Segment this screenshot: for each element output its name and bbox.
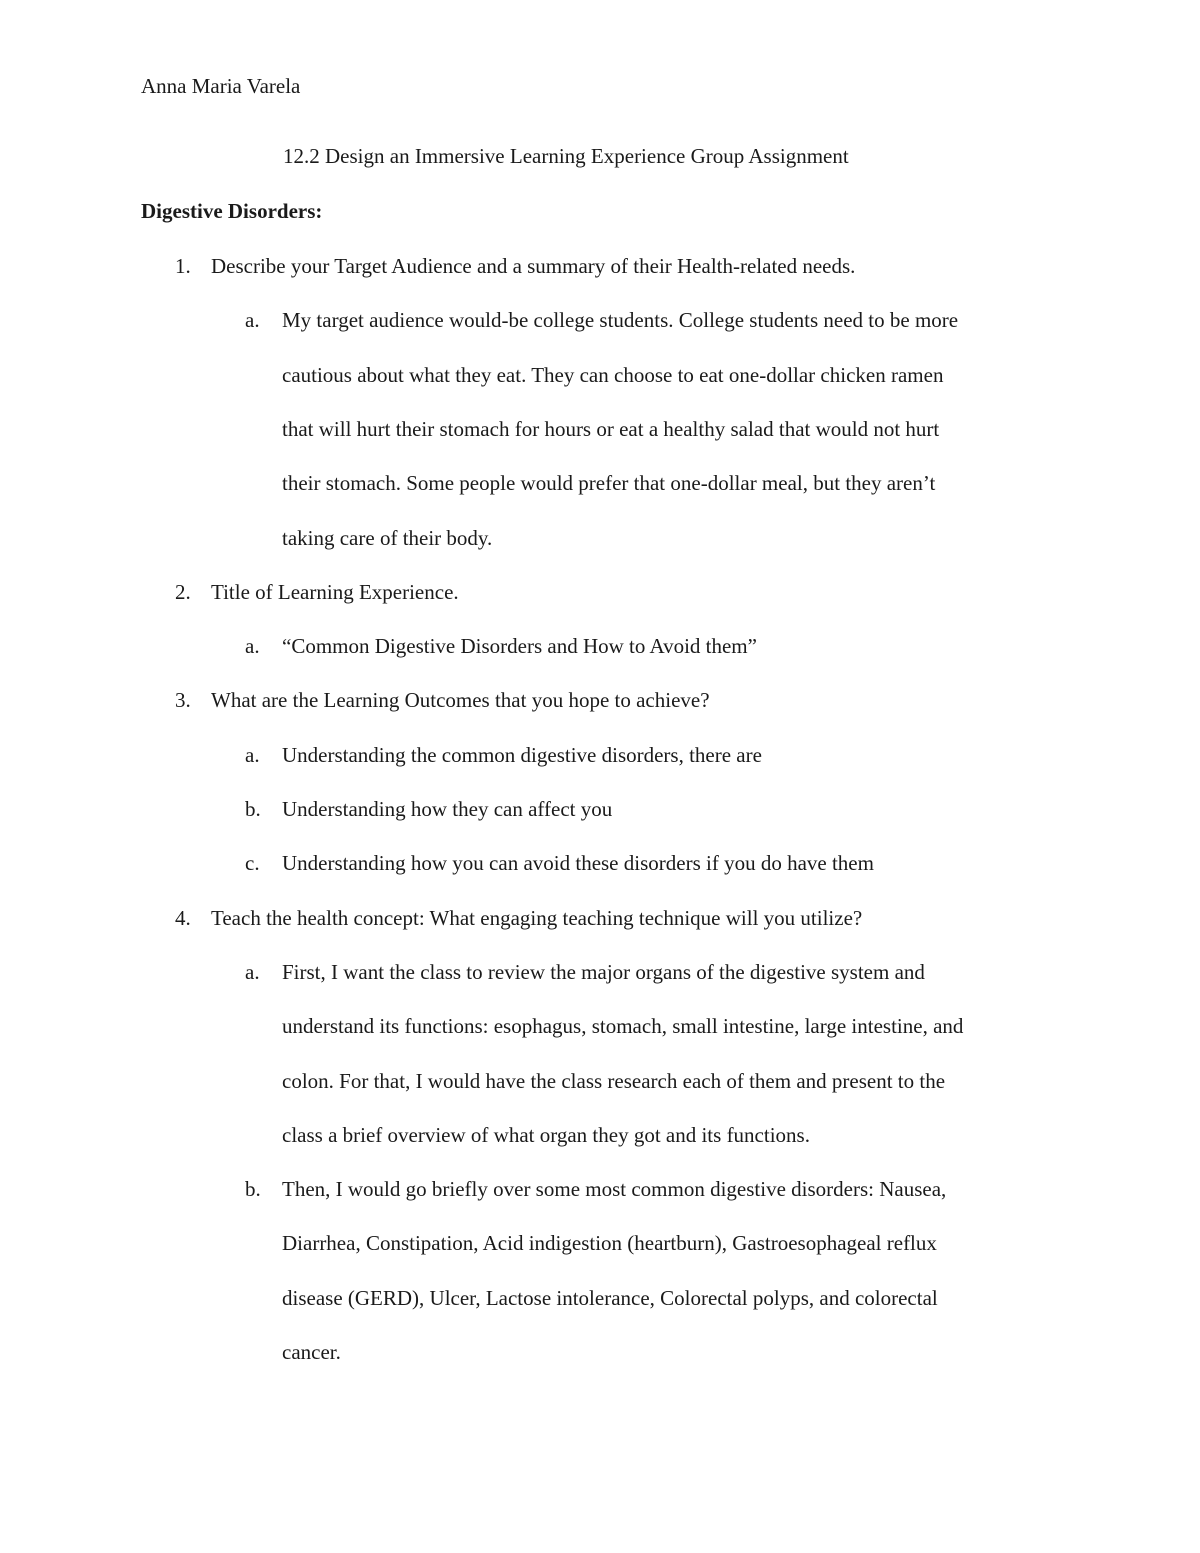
answer-letter: a.	[245, 308, 260, 332]
question-text: Title of Learning Experience.	[211, 580, 459, 604]
answer-line: understand its functions: esophagus, stomach, small intestine, large intestine, and	[282, 1014, 964, 1038]
answer-line: Understanding how they can affect you	[282, 797, 613, 821]
section-heading: Digestive Disorders:	[141, 199, 323, 223]
answer-line: class a brief overview of what organ they got and its functions.	[282, 1123, 810, 1147]
answer-line: cautious about what they eat. They can choose to eat one-dollar chicken ramen	[282, 363, 944, 387]
question-number: 1.	[175, 254, 191, 278]
question-number: 4.	[175, 906, 191, 930]
answer-letter: a.	[245, 743, 260, 767]
question-text: What are the Learning Outcomes that you hope to achieve?	[211, 688, 710, 712]
question-number: 2.	[175, 580, 191, 604]
answer-line: First, I want the class to review the major organs of the digestive system and	[282, 960, 925, 984]
answer-line: “Common Digestive Disorders and How to Avoid them”	[282, 634, 757, 658]
answer-letter: b.	[245, 797, 261, 821]
question-text: Describe your Target Audience and a summary of their Health-related needs.	[211, 254, 856, 278]
question-number: 3.	[175, 688, 191, 712]
answer-letter: a.	[245, 634, 260, 658]
answer-line: colon. For that, I would have the class research each of them and present to the	[282, 1069, 946, 1093]
question-text: Teach the health concept: What engaging teaching technique will you utilize?	[211, 906, 863, 930]
answer-line: Understanding the common digestive disorders, there are	[282, 743, 762, 767]
answer-line: Understanding how you can avoid these disorders if you do have them	[282, 851, 874, 875]
answer-line: that will hurt their stomach for hours or eat a healthy salad that would not hurt	[282, 417, 940, 441]
answer-letter: c.	[245, 851, 260, 875]
answer-line: disease (GERD), Ulcer, Lactose intolerance, Colorectal polyps, and colorectal	[282, 1286, 938, 1310]
author-name: Anna Maria Varela	[141, 74, 301, 98]
answer-line: cancer.	[282, 1340, 341, 1364]
answer-letter: b.	[245, 1177, 261, 1201]
answer-letter: a.	[245, 960, 260, 984]
answer-line: Then, I would go briefly over some most common digestive disorders: Nausea,	[282, 1177, 947, 1201]
answer-line: Diarrhea, Constipation, Acid indigestion (heartburn), Gastroesophageal reflux	[282, 1231, 937, 1255]
answer-line: taking care of their body.	[282, 526, 493, 550]
answer-line: My target audience would-be college students. College students need to be more	[282, 308, 959, 332]
document-title: 12.2 Design an Immersive Learning Experience Group Assignment	[283, 144, 849, 168]
answer-line: their stomach. Some people would prefer that one-dollar meal, but they aren’t	[282, 471, 936, 495]
